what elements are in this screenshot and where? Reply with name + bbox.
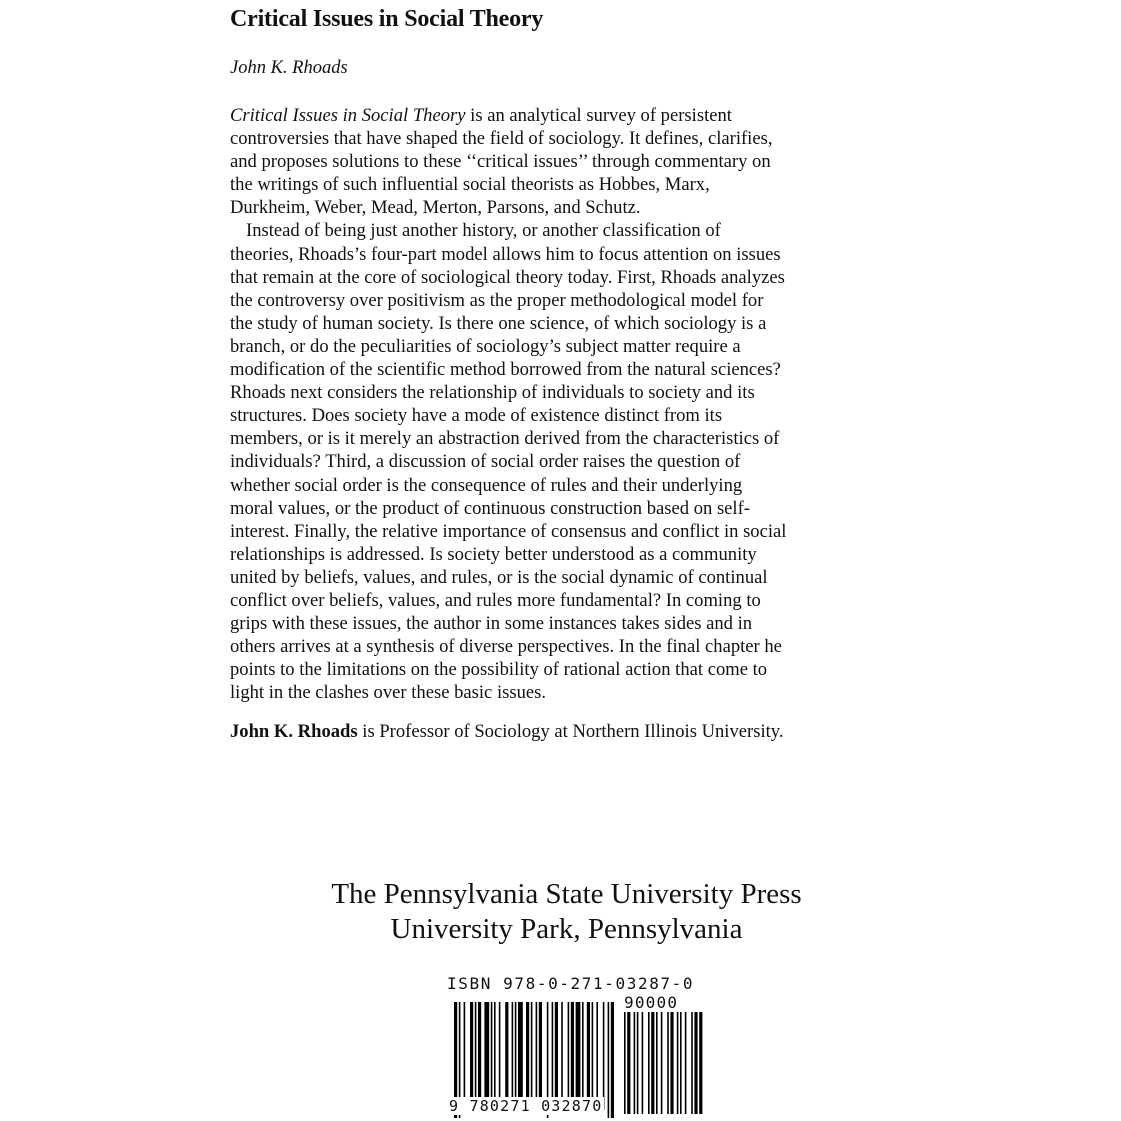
isbn-label: ISBN 978-0-271-03287-0 — [447, 974, 695, 993]
description-line: the controversy over positivism as the proper methodological model for — [230, 289, 764, 311]
description-line: whether social order is the consequence of rules and their underlying — [230, 474, 743, 496]
description-line: theories, Rhoads’s four-part model allows him to focus attention on issues — [230, 243, 781, 265]
description-line: individuals? Third, a discussion of social order raises the question of — [230, 451, 741, 473]
barcode-bar — [526, 1002, 529, 1110]
description-line: points to the limitations on the possibility of rational action that come to — [230, 659, 768, 681]
barcode-bar — [571, 1002, 574, 1110]
description-line: others arrives at a synthesis of diverse perspectives. In the final chapter he — [230, 636, 782, 658]
barcode-bar — [475, 1002, 477, 1110]
description-line: and proposes solutions to these ‘‘critical issues’’ through commentary on — [230, 151, 771, 173]
description-line: moral values, or the product of continuous construction based on self- — [230, 497, 750, 519]
description-line: conflict over beliefs, values, and rules more fundamental? In coming to — [230, 589, 761, 611]
description-line: the study of human society. Is there one science, of which sociology is a — [230, 312, 767, 334]
addon-barcode-bar — [651, 1012, 654, 1114]
addon-barcode-bar — [634, 1012, 636, 1114]
barcode-bar — [518, 1002, 523, 1110]
addon-barcode-bar — [670, 1012, 673, 1114]
addon-barcode-bar — [642, 1012, 644, 1114]
description-line: the writings of such influential social theorists as Hobbes, Marx, — [230, 174, 710, 196]
barcode-digits: 9 780271 032870 — [449, 1097, 603, 1115]
addon-barcode-bar — [661, 1012, 663, 1114]
barcode-bar — [539, 1002, 542, 1110]
addon-barcode-bar — [694, 1012, 697, 1114]
addon-barcode-bar — [699, 1012, 702, 1114]
description-line: members, or is it merely an abstraction derived from the characteristics of — [230, 428, 780, 450]
barcode-bar — [531, 1002, 533, 1110]
description-paragraph-1 — [230, 104, 910, 219]
description-line: Critical Issues in Social Theory is an analytical survey of persistent — [230, 105, 732, 126]
barcode-bar — [478, 1002, 481, 1110]
description-line: Instead of being just another history, or another classification of — [246, 220, 721, 242]
addon-barcode-bar — [624, 1012, 626, 1114]
book-author: John K. Rhoads — [230, 58, 348, 78]
barcode-bar — [464, 1002, 466, 1110]
barcode-bar — [555, 1002, 558, 1110]
addon-barcode-bar — [648, 1012, 650, 1114]
barcode-bar — [561, 1002, 563, 1110]
publisher-name: The Pennsylvania State University Press — [331, 878, 802, 910]
addon-barcode-bar — [627, 1012, 630, 1114]
description-line: Rhoads next considers the relationship of individuals to society and its — [230, 382, 755, 404]
description-line: united by beliefs, values, and rules, or is the social dynamic of continual — [230, 566, 768, 588]
description-line: structures. Does society have a mode of existence distinct from its — [230, 405, 723, 427]
author-bio-name: John K. Rhoads — [230, 721, 358, 742]
barcode-bar — [484, 1002, 489, 1110]
addon-barcode-bar — [667, 1012, 669, 1114]
addon-barcode-bar — [637, 1012, 639, 1114]
barcode-bar — [494, 1002, 496, 1110]
author-bio — [230, 721, 784, 743]
addon-barcode-bar — [656, 1012, 658, 1114]
barcode-bar — [582, 1002, 584, 1110]
barcode-bar — [491, 1002, 493, 1110]
description-line: interest. Finally, the relative importance of consensus and conflict in social — [230, 520, 787, 542]
description-title-italic: Critical Issues in Social Theory — [230, 105, 466, 126]
barcode-bar — [587, 1002, 590, 1110]
price-code: 90000 — [624, 993, 679, 1012]
barcode-bar — [512, 1002, 514, 1110]
barcode-bar — [552, 1002, 554, 1110]
addon-barcode-bar — [685, 1012, 687, 1114]
description-line: relationships is addressed. Is society better understood as a community — [230, 543, 757, 565]
book-description — [230, 104, 910, 704]
description-line: branch, or do the peculiarities of sociology’s subject matter require a — [230, 335, 741, 357]
addon-barcode-bar — [677, 1012, 679, 1114]
barcode-bar — [505, 1002, 508, 1110]
publisher-imprint — [0, 877, 1121, 947]
publisher-location: University Park, Pennsylvania — [390, 913, 743, 945]
addon-barcode-bar — [680, 1012, 682, 1114]
barcode-bar — [592, 1002, 594, 1110]
barcode-bar — [499, 1002, 501, 1110]
barcode-bar — [596, 1002, 598, 1110]
barcode-bar — [608, 1002, 610, 1118]
author-bio-text: is Professor of Sociology at Northern Illinois University. — [357, 721, 784, 742]
barcode-bar — [576, 1002, 581, 1110]
barcode-bar — [536, 1002, 538, 1110]
description-line: light in the clashes over these basic issues. — [230, 682, 547, 704]
barcode-bar — [515, 1002, 517, 1110]
barcode-bar — [611, 1002, 614, 1118]
description-line: modification of the scientific method borrowed from the natural sciences? — [230, 359, 781, 381]
book-title: Critical Issues in Social Theory — [230, 6, 544, 32]
description-paragraph-2 — [230, 219, 910, 704]
description-line: controversies that have shaped the field of sociology. It defines, clarifies, — [230, 128, 773, 150]
barcode-bar — [470, 1002, 473, 1110]
barcode-bar — [603, 1002, 605, 1110]
description-line: grips with these issues, the author in some instances takes sides and in — [230, 613, 753, 635]
addon-barcode-bar — [691, 1012, 693, 1114]
barcode-bar — [568, 1002, 570, 1110]
description-line: Durkheim, Weber, Mead, Merton, Parsons, and Schutz. — [230, 197, 641, 219]
description-line: that remain at the core of sociological theory today. First, Rhoads analyzes — [230, 266, 785, 288]
